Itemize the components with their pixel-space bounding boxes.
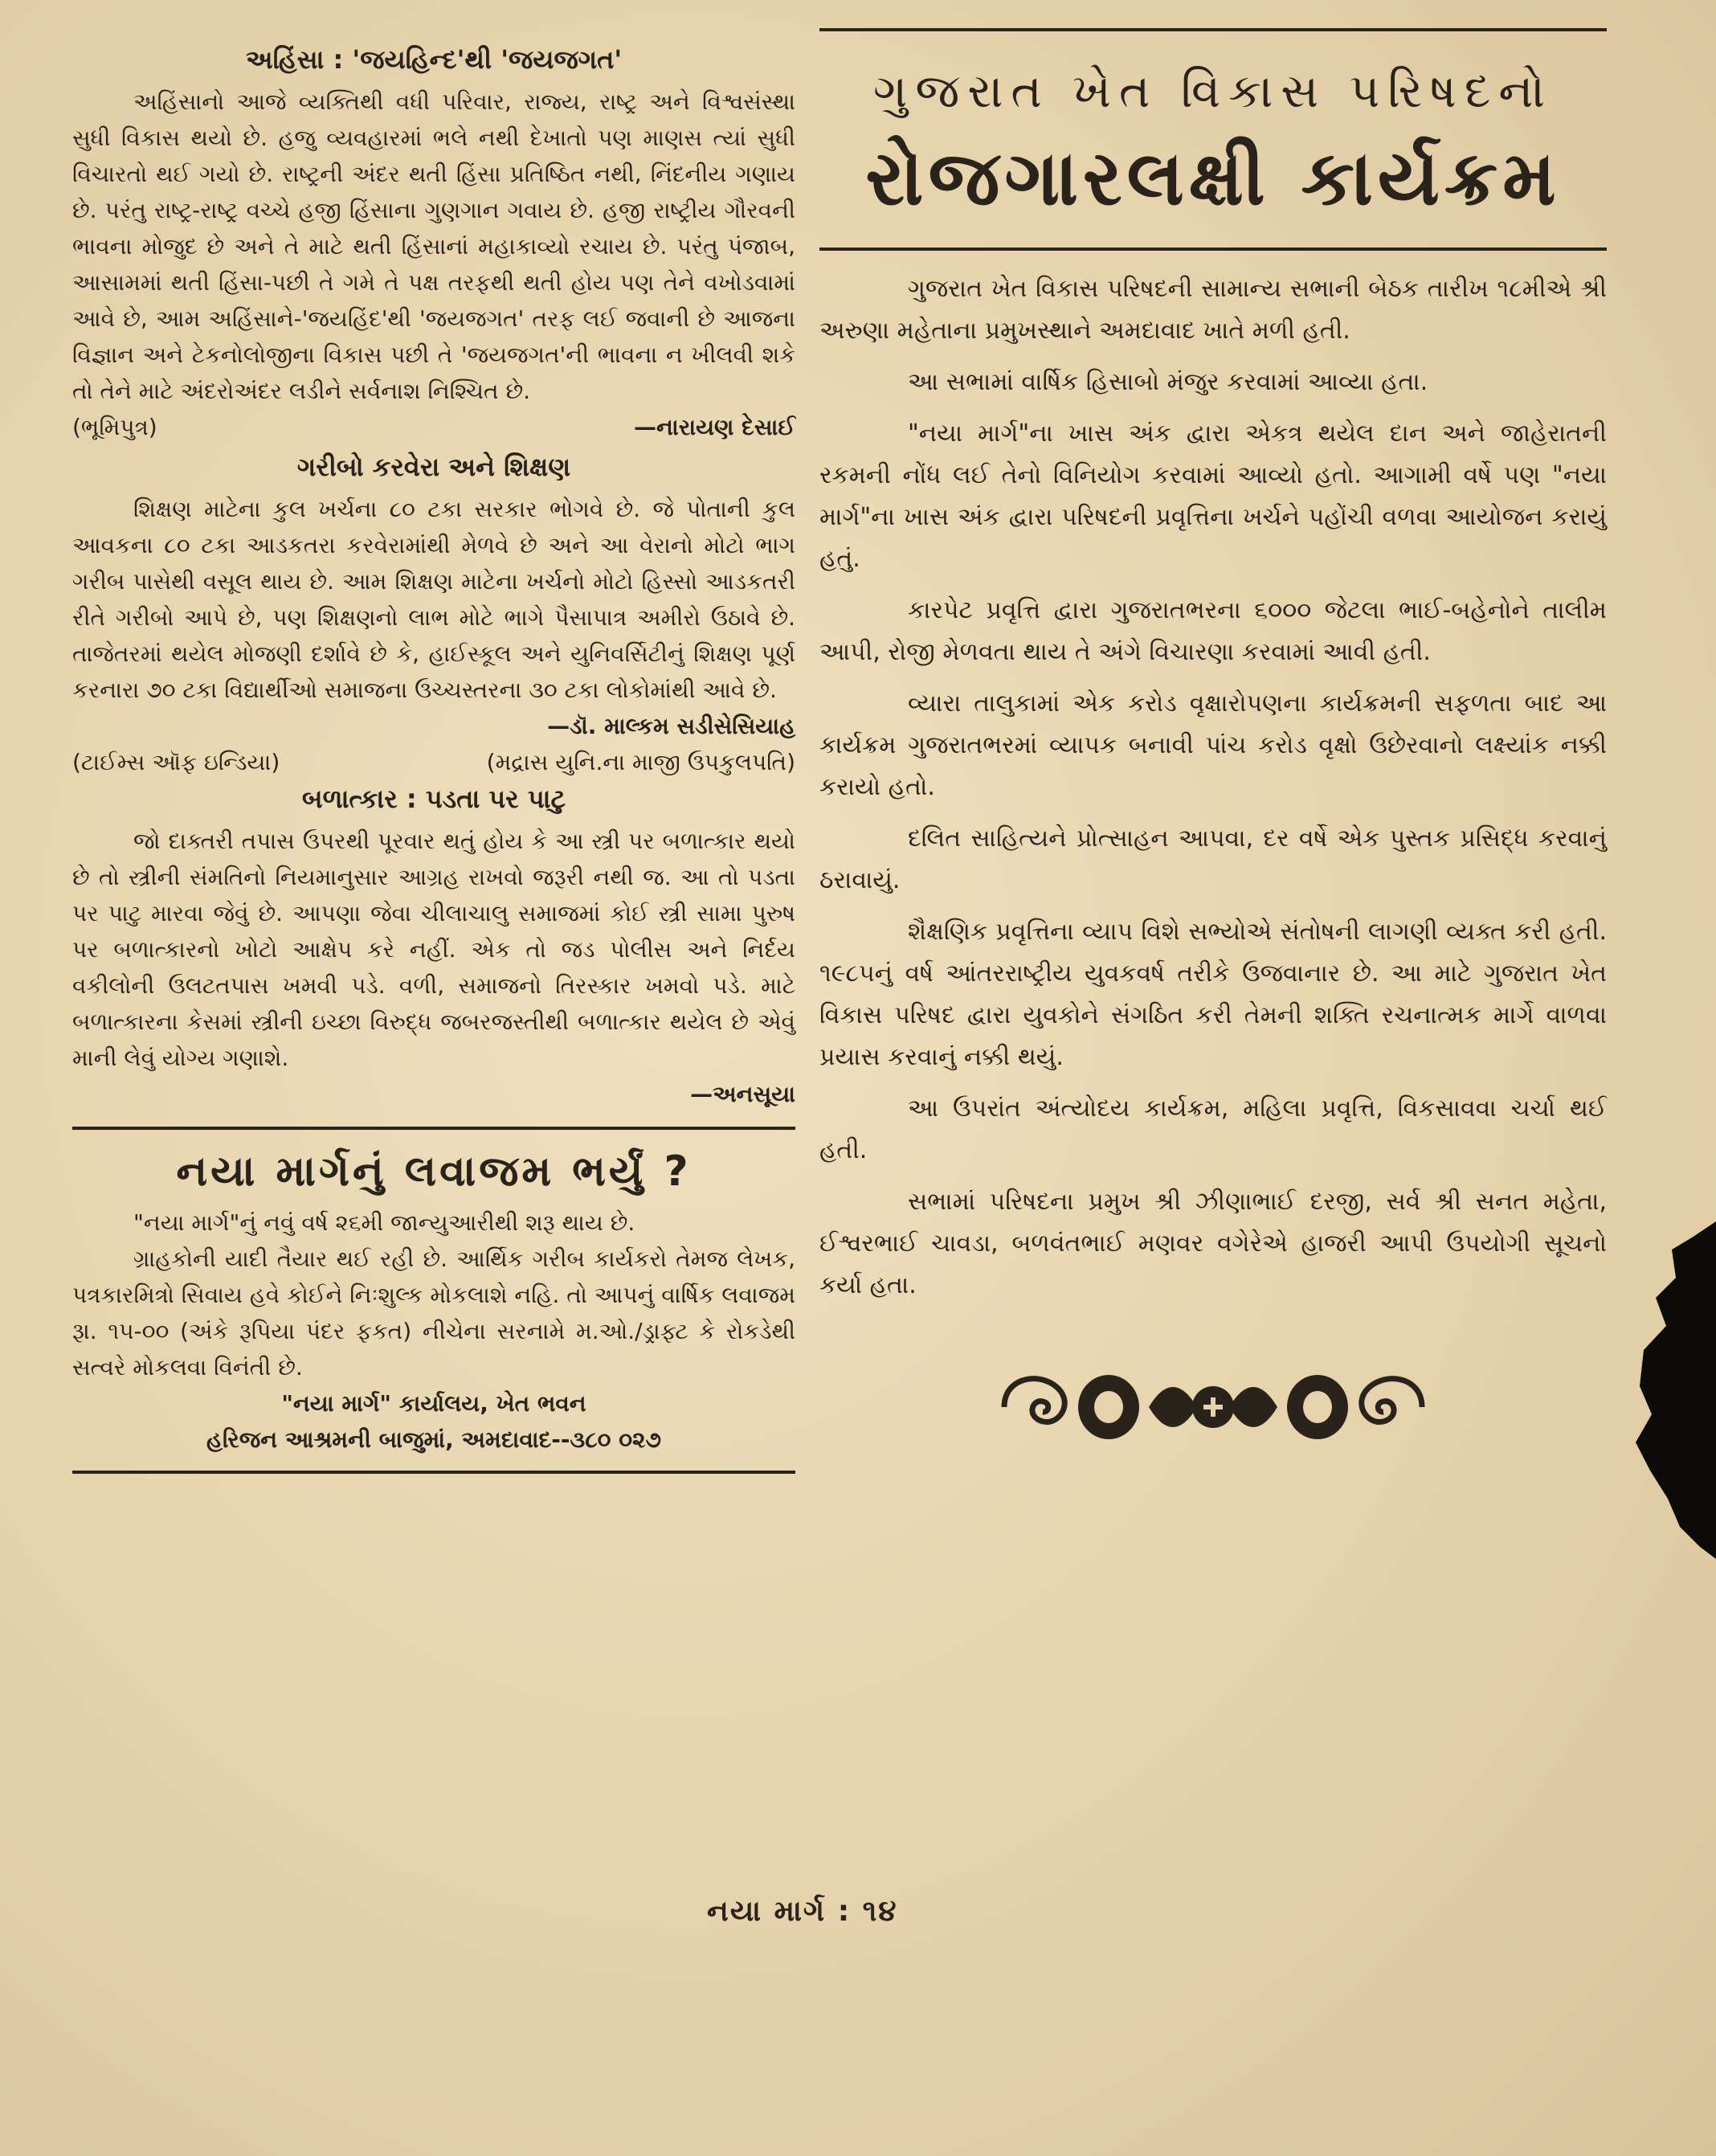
section-divider [72, 1127, 795, 1130]
article-paragraph: સભામાં પરિષદના પ્રમુખ શ્રી ઝીણાભાઈ દરજી, સર્વ શ્રી સનત મહેતા, ઈશ્વરભાઈ ચાવડા, બળવંતભાઈ મણવર વગેરેએ હાજરી આપી ઉપયોગી સૂચનો કર્યા હતા. [819, 1188, 1607, 1299]
article-author: —અનસૂયા [690, 1081, 795, 1107]
subscription-line: "નયા માર્ગ"નું નવું વર્ષ ૨૬મી જાન્યુઆરીથી શરૂ થાય છે. [133, 1209, 635, 1236]
ornament-icon [988, 1355, 1438, 1459]
article-paragraph: આ સભામાં વાર્ષિક હિસાબો મંજુર કરવામાં આવ્યા હતા. [908, 368, 1428, 396]
article-paragraph: શૈક્ષણિક પ્રવૃત્તિના વ્યાપ વિશે સભ્યોએ સંતોષની લાગણી વ્યક્ત કરી હતી. ૧૯૮૫નું વર્ષ આંતરરાષ્ટ્રીય યુવકવર્ષ તરીકે ઉજવાનાર છે. આ માટે ગુજરાત ખેત વિકાસ પરિષદ દ્વારા યુવકોને સંગઠિત કરી તેમની શક્તિ રચનાત્મક માર્ગે વાળવા પ્રયાસ કરવાનું નક્કી થયું. [819, 918, 1607, 1071]
header-title: રોજગારલક્ષી કાર્યક્રમ [865, 135, 1561, 223]
article-source: (ભૂમિપુત્ર) [72, 414, 157, 440]
page-number: નયા માર્ગ : ૧૪ [707, 1895, 898, 1928]
article-paragraph: ગુજરાત ખેત વિકાસ પરિષદની સામાન્ય સભાની બેઠક તારીખ ૧૮મીએ શ્રી અરુણા મહેતાના પ્રમુખસ્થાને અમદાવાદ ખાતે મળી હતી. [819, 275, 1607, 345]
article-education [72, 452, 795, 780]
attribution-row [72, 409, 795, 445]
article-title: અહિંસા : 'જયહિન્દ'થી 'જયજગત' [245, 44, 623, 75]
article-paragraph: વ્યારા તાલુકામાં એક કરોડ વૃક્ષારોપણના કાર્યક્રમની સફળતા બાદ આ કાર્યક્રમ ગુજરાતભરમાં વ્યાપક બનાવી પાંચ કરોડ વૃક્ષો ઉછેરવાનો લક્ષ્યાંક નક્કી કરાયો હતો. [819, 689, 1607, 801]
article-author: —નારાયણ દેસાઈ [634, 414, 795, 440]
article-body: અહિંસાનો આજે વ્યક્તિથી વધી પરિવાર, રાજ્ય, રાષ્ટ્ર અને વિશ્વસંસ્થા સુધી વિકાસ થયો છે. હજુ વ્યવહારમાં ભલે નથી દેખાતો પણ માણસ ત્યાં સુધી વિચારતો થઈ ગયો છે. રાષ્ટ્રની અંદર થતી હિંસા પ્રતિષ્ઠિત નથી, નિંદનીય ગણાય છે. પરંતુ રાષ્ટ્ર-રાષ્ટ્ર વચ્ચે હજી હિંસાના ગુણગાન ગવાય છે. હજી રાષ્ટ્રીય ગૌરવની ભાવના મોજુદ છે અને તે માટે થતી હિંસાનાં મહાકાવ્યો રચાય છે. પરંતુ પંજાબ, આસામમાં થતી હિંસા-પછી તે ગમે તે પક્ષ તરફથી થતી હોય પણ તેને વખોડવામાં આવે છે, આમ અહિંસાને-'જયહિંદ'થી 'જયજગત' તરફ લઈ જવાની છે આજના વિજ્ઞાન અને ટેકનોલોજીના વિકાસ પછી તે 'જયજગત'ની ભાવના ન ખીલવી શકે તો તેને માટે અંદરોઅંદર લડીને સર્વનાશ નિશ્ચિત છે. [72, 88, 795, 404]
article-source-right: (મદ્રાસ યુનિ.ના માજી ઉપકુલપતિ) [486, 749, 795, 775]
article-paragraph: કારપેટ પ્રવૃત્તિ દ્વારા ગુજરાતભરના ૬૦૦૦ જેટલા ભાઈ-બહેનોને તાલીમ આપી, રોજી મેળવતા થાય તે અંગે વિચારણા કરવામાં આવી હતી. [819, 596, 1607, 666]
article-author: —ડૉ. માલ્કમ સડીસેસિયાહ [547, 713, 795, 739]
subscription-line: ગ્રાહકોની યાદી તૈયાર થઈ રહી છે. આર્થિક ગરીબ કાર્યકરો તેમજ લેખક, પત્રકારમિત્રો સિવાય હવે કોઈને નિઃશુલ્ક મોકલાશે નહિ. તો આપનું વાર્ષિક લવાજમ રૂા. ૧૫-૦૦ (અંકે રૂપિયા પંદર ફકત) નીચેના સરનામે મ.ઓ./ડ્રાફ્ટ કે રોકડેથી સત્વરે મોકલવા વિનંતી છે. [72, 1246, 795, 1381]
article-body-right [819, 268, 1607, 1307]
header-bottom-rule [819, 248, 1607, 251]
article-source: (ટાઈમ્સ ઑફ ઇન્ડિયા) [72, 749, 280, 775]
subscription-address: હરિજન આશ્રમની બાજુમાં, અમદાવાદ--૩૮૦ ૦૨૭ [206, 1426, 661, 1453]
header-top-rule [819, 28, 1607, 31]
section-divider [72, 1471, 795, 1474]
article-paragraph: આ ઉપરાંત અંત્યોદય કાર્યક્રમ, મહિલા પ્રવૃત્તિ, વિકસાવવા ચર્ચા થઈ હતી. [819, 1094, 1607, 1164]
subscription-title: નયા માર્ગનું લવાજમ ભર્યું ? [176, 1148, 692, 1196]
article-ahimsa [72, 44, 795, 445]
article-paragraph: "નયા માર્ગ"ના ખાસ અંક દ્વારા એકત્ર થયેલ દાન અને જાહેરાતની રકમની નોંધ લઈ તેનો વિનિયોગ કરવામાં આવ્યો હતો. આગામી વર્ષે પણ "નયા માર્ગ"ના ખાસ અંક દ્વારા પરિષદની પ્રવૃત્તિના ખર્ચને પહોંચી વળવા આયોજન કરાયું હતું. [819, 419, 1607, 573]
article-title: ગરીબો કરવેરા અને શિક્ષણ [296, 452, 571, 482]
article-paragraph: દલિત સાહિત્યને પ્રોત્સાહન આપવા, દર વર્ષે એક પુસ્તક પ્રસિદ્ધ કરવાનું ઠરાવાયું. [819, 824, 1607, 894]
header-subtitle: ગુજરાત ખેત વિકાસ પરિષદનો [873, 63, 1553, 118]
subscription-notice [72, 1148, 795, 1474]
left-column [72, 44, 795, 1474]
article-body: જો દાક્તરી તપાસ ઉપરથી પૂરવાર થતું હોય કે આ સ્ત્રી પર બળાત્કાર થયો છે તો સ્ત્રીની સંમતિનો નિયમાનુસાર આગ્રહ રાખવો જરૂરી નથી જ. આ તો પડતા પર પાટુ મારવા જેવું છે. આપણા જેવા ચીલાચાલુ સમાજમાં કોઈ સ્ત્રી સામા પુરુષ પર બળાત્કારનો ખોટો આક્ષેપ કરે નહીં. એક તો જડ પોલીસ અને નિર્દય વકીલોની ઉલટતપાસ ખમવી પડે. વળી, સમાજનો તિરસ્કાર ખમવો પડે. માટે બળાત્કારના કેસમાં સ્ત્રીની ઇચ્છા વિરુદ્ધ જબરજસ્તીથી બળાત્કાર થયેલ છે એવું માની લેવું યોગ્ય ગણાશે. [72, 828, 795, 1071]
right-column [819, 28, 1607, 1459]
subscription-address: "નયા માર્ગ" કાર્યાલય, ખેત ભવન [281, 1390, 586, 1417]
attribution-row [72, 744, 795, 780]
paper-damage [1595, 1221, 1716, 1559]
article-body: શિક્ષણ માટેના કુલ ખર્ચના ૮૦ ટકા સરકાર ભોગવે છે. જે પોતાની કુલ આવકના ૮૦ ટકા આડકતરા કરવેરામાંથી મેળવે છે અને આ વેરાનો મોટો ભાગ ગરીબ પાસેથી વસૂલ થાય છે. આમ શિક્ષણ માટેના ખર્ચનો મોટો હિસ્સો આડકતરી રીતે ગરીબો આપે છે, પણ શિક્ષણનો લાભ મોટે ભાગે પૈસાપાત્ર અમીરો ઉઠાવે છે. તાજેતરમાં થયેલ મોજણી દર્શાવે છે કે, હાઈસ્કૂલ અને યુનિવર્સિટીનું શિક્ષણ પૂર્ણ કરનારા ૭૦ ટકા વિદ્યાર્થીઓ સમાજના ઉચ્ચસ્તરના ૩૦ ટકા લોકોમાંથી આવે છે. [72, 496, 795, 703]
article-title: બળાત્કાર : પડતા પર પાટુ [301, 783, 566, 814]
article-rape-law [72, 783, 795, 1112]
